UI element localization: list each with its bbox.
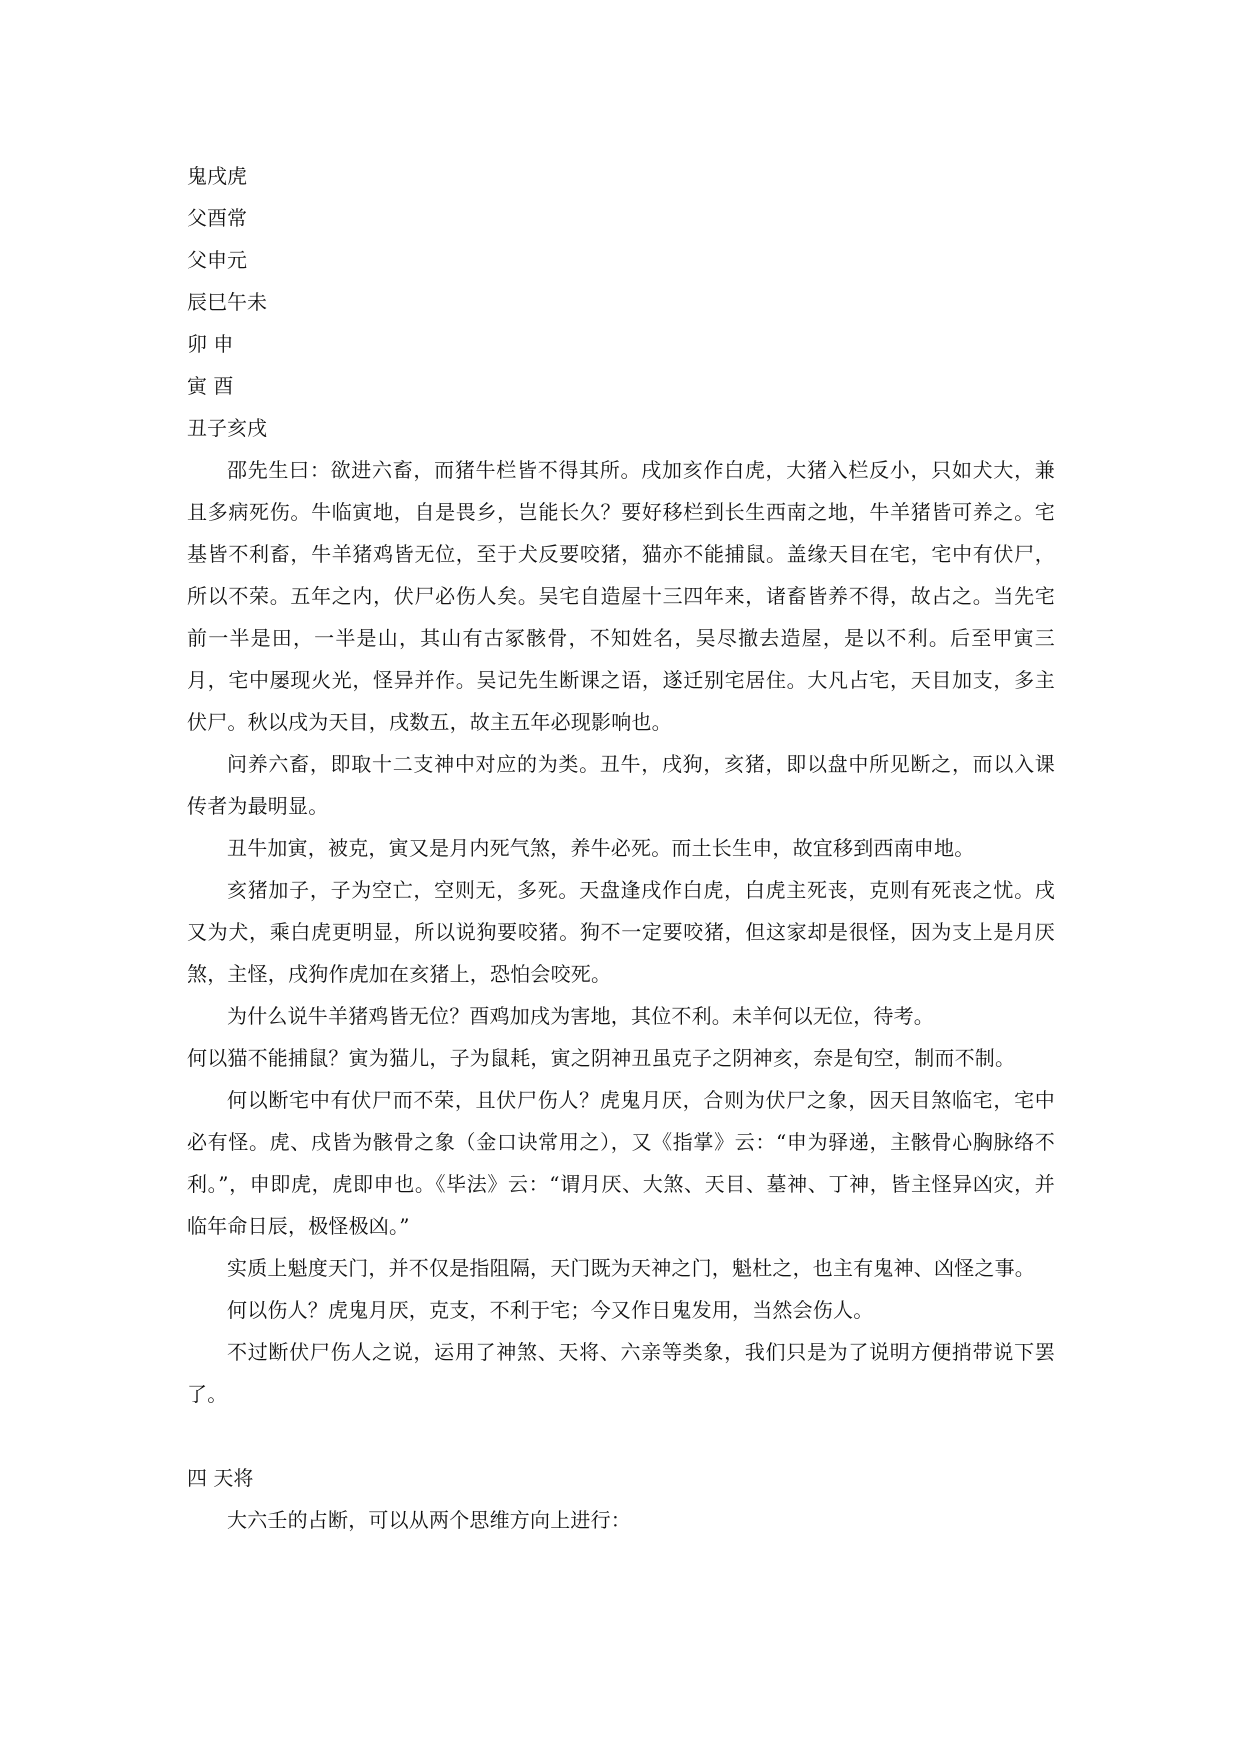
chart-line: 辰巳午未 <box>187 290 267 314</box>
paragraph: 邵先生曰：欲进六畜，而猪牛栏皆不得其所。戌加亥作白虎，大猪入栏反小，只如犬大，兼且多病死伤。牛临寅地，自是畏乡，岂能长久？要好移栏到长生西南之地，牛羊猪皆可养之。宅基皆不利畜，牛羊猪鸡皆无位，至于犬反要咬猪，猫亦不能捕鼠。盖缘天目在宅，宅中有伏尸，所以不荣。五年之内，伏尸必伤人矣。吴宅自造屋十三四年来，诸畜皆养不得，故占之。当先宅前一半是田，一半是山，其山有古冢骸骨，不知姓名，吴尽撤去造屋，是以不利。后至甲寅三月，宅中屡现火光，怪异并作。吴记先生断课之语，遂迁别宅居住。大凡占宅，天目加支，多主伏尸。秋以戌为天目，戌数五，故主五年必现影响也。 <box>187 458 1055 734</box>
chart-block <box>187 155 1055 449</box>
paragraph: 为什么说牛羊猪鸡皆无位？酉鸡加戌为害地，其位不利。未羊何以无位，待考。 <box>227 1004 934 1028</box>
chart-line: 寅 酉 <box>187 374 234 398</box>
body-text <box>187 449 1055 1415</box>
paragraph: 问养六畜，即取十二支神中对应的为类。丑牛，戌狗，亥猪，即以盘中所见断之，而以入课传者为最明显。 <box>187 752 1055 818</box>
section-intro: 大六壬的占断，可以从两个思维方向上进行： <box>227 1508 631 1532</box>
chart-line: 父申元 <box>187 248 247 272</box>
paragraph: 亥猪加子，子为空亡，空则无，多死。天盘逢戌作白虎，白虎主死丧，克则有死丧之忧。戌又为犬，乘白虎更明显，所以说狗要咬猪。狗不一定要咬猪，但这家却是很怪，因为支上是月厌煞，主怪，戌狗作虎加在亥猪上，恐怕会咬死。 <box>187 878 1055 986</box>
chart-line: 鬼戌虎 <box>187 164 247 188</box>
section-heading: 四 天将 <box>187 1466 254 1490</box>
paragraph: 不过断伏尸伤人之说，运用了神煞、天将、六亲等类象，我们只是为了说明方便捎带说下罢了。 <box>187 1340 1055 1406</box>
paragraph: 何以猫不能捕鼠？寅为猫儿，子为鼠耗，寅之阴神丑虽克子之阴神亥，奈是旬空，制而不制。 <box>187 1046 1016 1070</box>
chart-line: 卯 申 <box>187 332 234 356</box>
paragraph: 丑牛加寅，被克，寅又是月内死气煞，养牛必死。而土长生申，故宜移到西南申地。 <box>227 836 975 860</box>
paragraph: 何以断宅中有伏尸而不荣，且伏尸伤人？虎鬼月厌，合则为伏尸之象，因天目煞临宅，宅中必有怪。虎、戌皆为骸骨之象（金口诀常用之），又《指掌》云：“申为驿递，主骸骨心胸脉络不利。”，申即虎，虎即申也。《毕法》云：“谓月厌、大煞、天目、墓神、丁神，皆主怪异凶灾，并临年命日辰，极怪极凶。” <box>187 1088 1055 1238</box>
chart-line: 丑子亥戌 <box>187 416 267 440</box>
chart-line: 父酉常 <box>187 206 247 230</box>
paragraph: 何以伤人？虎鬼月厌，克支，不利于宅；今又作日鬼发用，当然会伤人。 <box>227 1298 874 1322</box>
section-gap <box>187 1415 1055 1457</box>
paragraph: 实质上魁度天门，并不仅是指阻隔，天门既为天神之门，魁杜之，也主有鬼神、凶怪之事。 <box>227 1256 1035 1280</box>
document-page <box>187 155 1055 1541</box>
